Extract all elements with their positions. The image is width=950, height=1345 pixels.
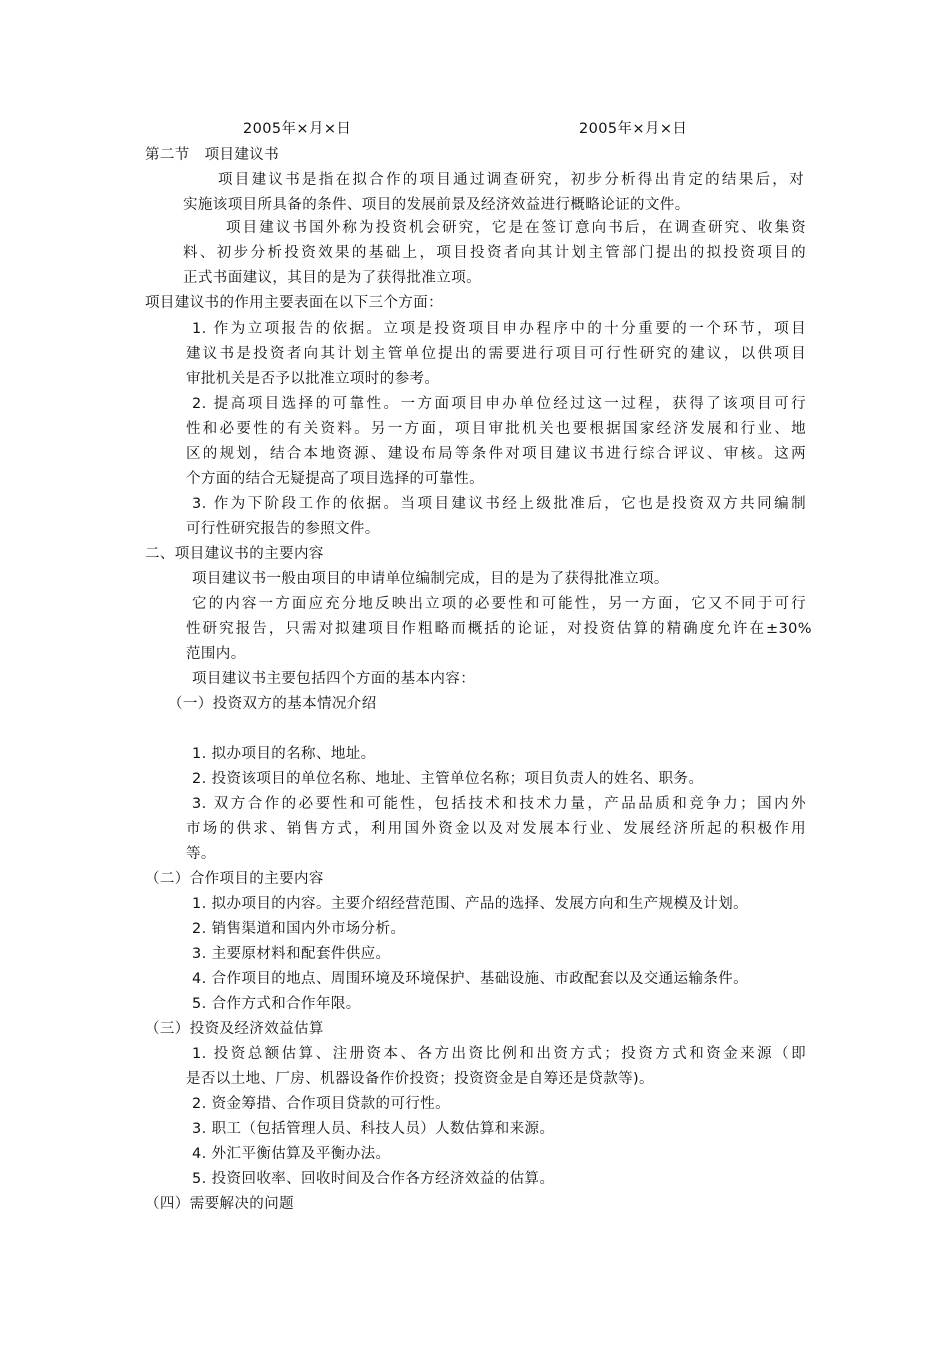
intro-line-2: 实施该项目所具备的条件、项目的发展前景及经济效益进行概略论证的文件。 bbox=[183, 197, 690, 213]
content-intro-line-3: 性研究报告，只需对拟建项目作粗略而概括的论证，对投资估算的精确度允许在±30% bbox=[186, 621, 812, 637]
part1-item-1: 1. 拟办项目的名称、地址。 bbox=[192, 746, 376, 762]
part2-item-2: 2. 销售渠道和国内外市场分析。 bbox=[192, 921, 406, 937]
content-intro-line-2: 它的内容一方面应充分地反映出立项的必要性和可能性，另一方面，它又不同于可行 bbox=[192, 596, 806, 612]
intro-line-5: 正式书面建议，其目的是为了获得批准立项。 bbox=[183, 270, 481, 286]
date-left: 2005年×月×日 bbox=[243, 121, 352, 137]
role-line-3: 审批机关是否予以批准立项时的参考。 bbox=[186, 371, 440, 387]
role-line-6: 区的规划，结合本地资源、建设布局等条件对项目建议书进行综合评议、审核。这两 bbox=[186, 446, 806, 462]
content-intro-line-4: 范围内。 bbox=[186, 646, 246, 662]
part3-item-1-cont: 是否以土地、厂房、机器设备作价投资；投资资金是自筹还是贷款等)。 bbox=[186, 1071, 654, 1087]
part1-heading: （一）投资双方的基本情况介绍 bbox=[168, 696, 377, 712]
part3-heading: （三）投资及经济效益估算 bbox=[145, 1021, 324, 1037]
part2-item-1: 1. 拟办项目的内容。主要介绍经营范围、产品的选择、发展方向和生产规模及计划。 bbox=[192, 896, 749, 912]
role-line-4: 2. 提高项目选择的可靠性。一方面项目申办单位经过这一过程，获得了该项目可行 bbox=[192, 396, 806, 412]
part3-item-5: 5. 投资回收率、回收时间及合作各方经济效益的估算。 bbox=[192, 1171, 555, 1187]
part3-item-2: 2. 资金筹措、合作项目贷款的可行性。 bbox=[192, 1096, 451, 1112]
section-heading: 第二节 项目建议书 bbox=[145, 147, 280, 163]
role-line-9: 可行性研究报告的参照文件。 bbox=[186, 521, 380, 537]
content-intro-line-1: 项目建议书一般由项目的申请单位编制完成，目的是为了获得批准立项。 bbox=[192, 571, 669, 587]
role-line-8: 3. 作为下阶段工作的依据。当项目建议书经上级批准后，它也是投资双方共同编制 bbox=[192, 496, 806, 512]
content-heading: 二、项目建议书的主要内容 bbox=[145, 546, 324, 562]
part2-heading: （二）合作项目的主要内容 bbox=[145, 871, 324, 887]
date-right: 2005年×月×日 bbox=[579, 121, 688, 137]
role-line-1: 1. 作为立项报告的依据。立项是投资项目申办程序中的十分重要的一个环节，项目 bbox=[192, 321, 806, 337]
part1-item-2: 2. 投资该项目的单位名称、地址、主管单位名称；项目负责人的姓名、职务。 bbox=[192, 771, 704, 787]
content-intro-line-5: 项目建议书主要包括四个方面的基本内容： bbox=[192, 671, 476, 687]
part3-item-3: 3. 职工（包括管理人员、科技人员）人数估算和来源。 bbox=[192, 1121, 555, 1137]
part3-item-1: 1. 投资总额估算、注册资本、各方出资比例和出资方式；投资方式和资金来源（即 bbox=[192, 1046, 806, 1062]
part1-item-3-cont: 市场的供求、销售方式，利用国外资金以及对发展本行业、发展经济所起的积极作用 bbox=[186, 821, 806, 837]
role-heading: 项目建议书的作用主要表面在以下三个方面： bbox=[145, 295, 443, 311]
part2-item-3: 3. 主要原材料和配套件供应。 bbox=[192, 946, 391, 962]
part2-item-5: 5. 合作方式和合作年限。 bbox=[192, 996, 361, 1012]
intro-line-4: 料、初步分析投资效果的基础上，项目投资者向其计划主管部门提出的拟投资项目的 bbox=[183, 245, 806, 261]
part1-item-3-end: 等。 bbox=[186, 846, 216, 862]
part3-item-4: 4. 外汇平衡估算及平衡办法。 bbox=[192, 1146, 391, 1162]
part1-item-3: 3. 双方合作的必要性和可能性，包括技术和技术力量，产品品质和竞争力；国内外 bbox=[192, 796, 806, 812]
part2-item-4: 4. 合作项目的地点、周围环境及环境保护、基础设施、市政配套以及交通运输条件。 bbox=[192, 971, 749, 987]
part4-heading: （四）需要解决的问题 bbox=[145, 1196, 294, 1212]
role-line-7: 个方面的结合无疑提高了项目选择的可靠性。 bbox=[186, 471, 484, 487]
role-line-2: 建议书是投资者向其计划主管单位提出的需要进行项目可行性研究的建议，以供项目 bbox=[186, 346, 806, 362]
intro-line-1: 项目建议书是指在拟合作的项目通过调查研究，初步分析得出肯定的结果后，对 bbox=[218, 172, 804, 188]
role-line-5: 性和必要性的有关资料。另一方面，项目审批机关也要根据国家经济发展和行业、地 bbox=[186, 421, 806, 437]
intro-line-3: 项目建议书国外称为投资机会研究，它是在签订意向书后，在调查研究、收集资 bbox=[226, 220, 806, 236]
